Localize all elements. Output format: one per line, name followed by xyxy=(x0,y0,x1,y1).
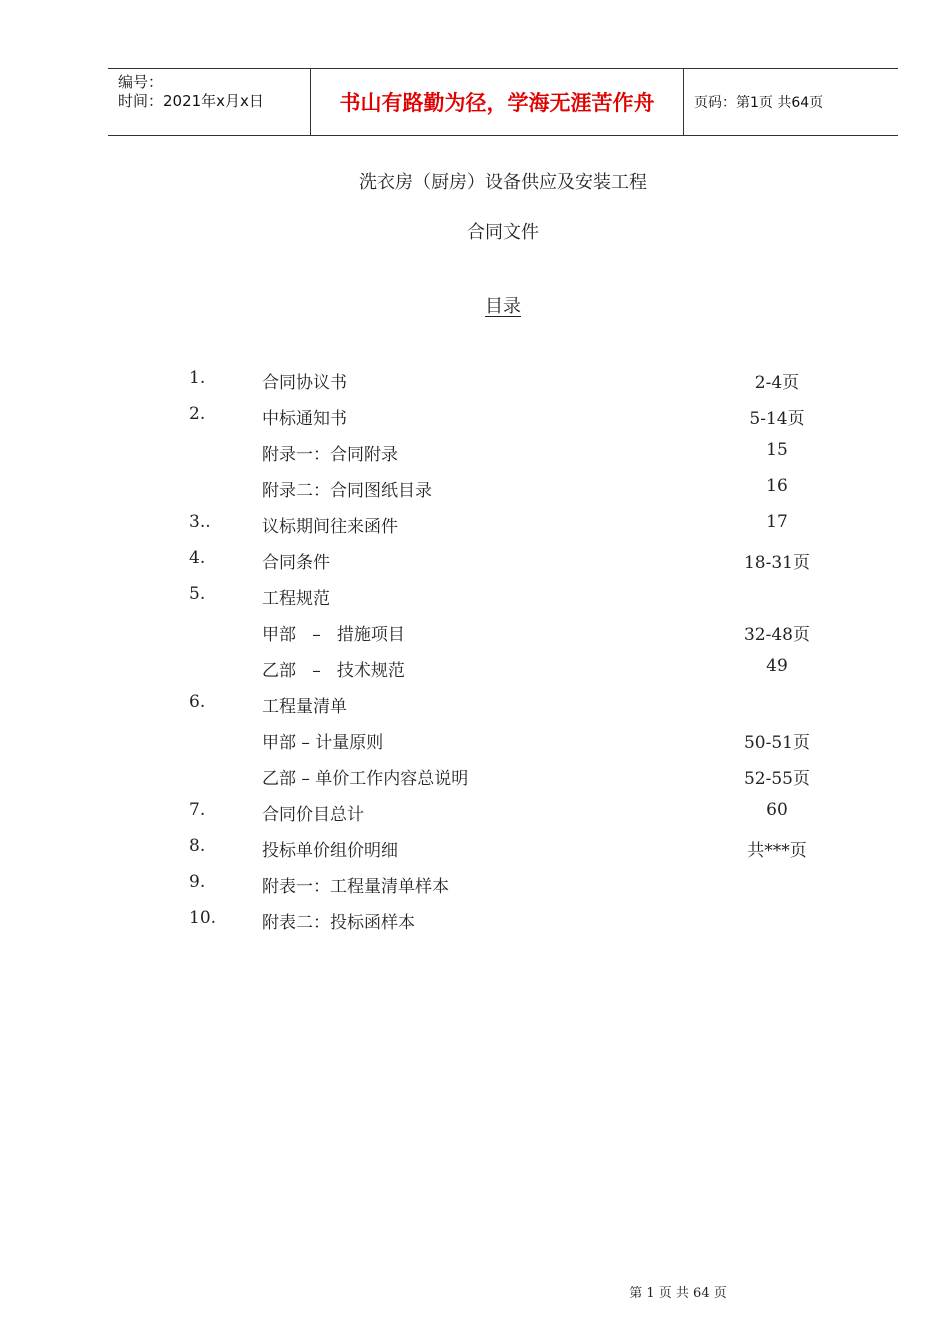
time-label: 时间：2021年x月x日 xyxy=(118,92,264,110)
toc-label: 工程量清单 xyxy=(262,697,347,717)
toc-row xyxy=(0,724,950,760)
document-subtitle: 合同文件 xyxy=(467,222,539,243)
toc-number: 1. xyxy=(189,368,206,388)
toc-page: 共***页 xyxy=(747,841,807,861)
toc-row xyxy=(0,508,950,544)
toc-row xyxy=(0,436,950,472)
toc-number: 8. xyxy=(189,836,206,856)
toc-label: 附表二：投标函样本 xyxy=(262,913,415,933)
toc-label: 合同协议书 xyxy=(262,373,347,393)
toc-row xyxy=(0,544,950,580)
toc-label: 附录二：合同图纸目录 xyxy=(262,481,432,501)
toc-label: 甲部 – 计量原则 xyxy=(262,733,384,753)
toc-heading: 目录 xyxy=(485,296,521,317)
header-table xyxy=(108,68,898,136)
toc-page: 16 xyxy=(766,476,788,496)
toc-row xyxy=(0,616,950,652)
toc-label: 甲部 – 措施项目 xyxy=(262,625,405,645)
toc-row xyxy=(0,400,950,436)
document-title: 洗衣房（厨房）设备供应及安装工程 xyxy=(359,172,647,193)
toc-row xyxy=(0,652,950,688)
toc-label: 投标单价组价明细 xyxy=(262,841,398,861)
toc-label: 附录一：合同附录 xyxy=(262,445,398,465)
toc-label: 乙部 – 技术规范 xyxy=(262,661,405,681)
toc-number: 6. xyxy=(189,692,206,712)
table-of-contents xyxy=(0,364,950,940)
toc-heading-wrap xyxy=(0,292,950,318)
toc-number: 3.. xyxy=(189,512,211,532)
toc-row xyxy=(0,904,950,940)
toc-number: 2. xyxy=(189,404,206,424)
toc-row xyxy=(0,688,950,724)
toc-label: 工程规范 xyxy=(262,589,330,609)
number-label: 编号： xyxy=(118,73,164,91)
toc-label: 附表一：工程量清单样本 xyxy=(262,877,449,897)
toc-label: 合同价目总计 xyxy=(262,805,364,825)
toc-page: 32-48页 xyxy=(743,625,810,645)
toc-page: 50-51页 xyxy=(743,733,810,753)
toc-number: 10. xyxy=(189,908,217,928)
toc-row xyxy=(0,580,950,616)
toc-number: 5. xyxy=(189,584,206,604)
toc-number: 4. xyxy=(189,548,206,568)
toc-label: 中标通知书 xyxy=(262,409,347,429)
toc-page: 60 xyxy=(766,800,788,820)
toc-label: 合同条件 xyxy=(262,553,330,573)
page-footer: 第 1 页 共 64 页 xyxy=(629,1286,727,1301)
toc-row xyxy=(0,760,950,796)
toc-page: 5-14页 xyxy=(749,409,805,429)
toc-page: 18-31页 xyxy=(743,553,810,573)
toc-row xyxy=(0,796,950,832)
header-page-info: 页码：第1页 共64页 xyxy=(694,95,824,111)
toc-row xyxy=(0,868,950,904)
toc-label: 议标期间往来函件 xyxy=(262,517,398,537)
toc-page: 49 xyxy=(766,656,788,676)
toc-number: 7. xyxy=(189,800,206,820)
toc-page: 15 xyxy=(766,440,788,460)
header-motto: 书山有路勤为径，学海无涯苦作舟 xyxy=(310,69,684,135)
toc-row xyxy=(0,472,950,508)
header-meta xyxy=(108,69,310,135)
toc-page: 17 xyxy=(766,512,788,532)
toc-row xyxy=(0,832,950,868)
toc-label: 乙部 – 单价工作内容总说明 xyxy=(262,769,469,789)
toc-page: 52-55页 xyxy=(743,769,810,789)
toc-page: 2-4页 xyxy=(754,373,800,393)
toc-number: 9. xyxy=(189,872,206,892)
toc-row xyxy=(0,364,950,400)
